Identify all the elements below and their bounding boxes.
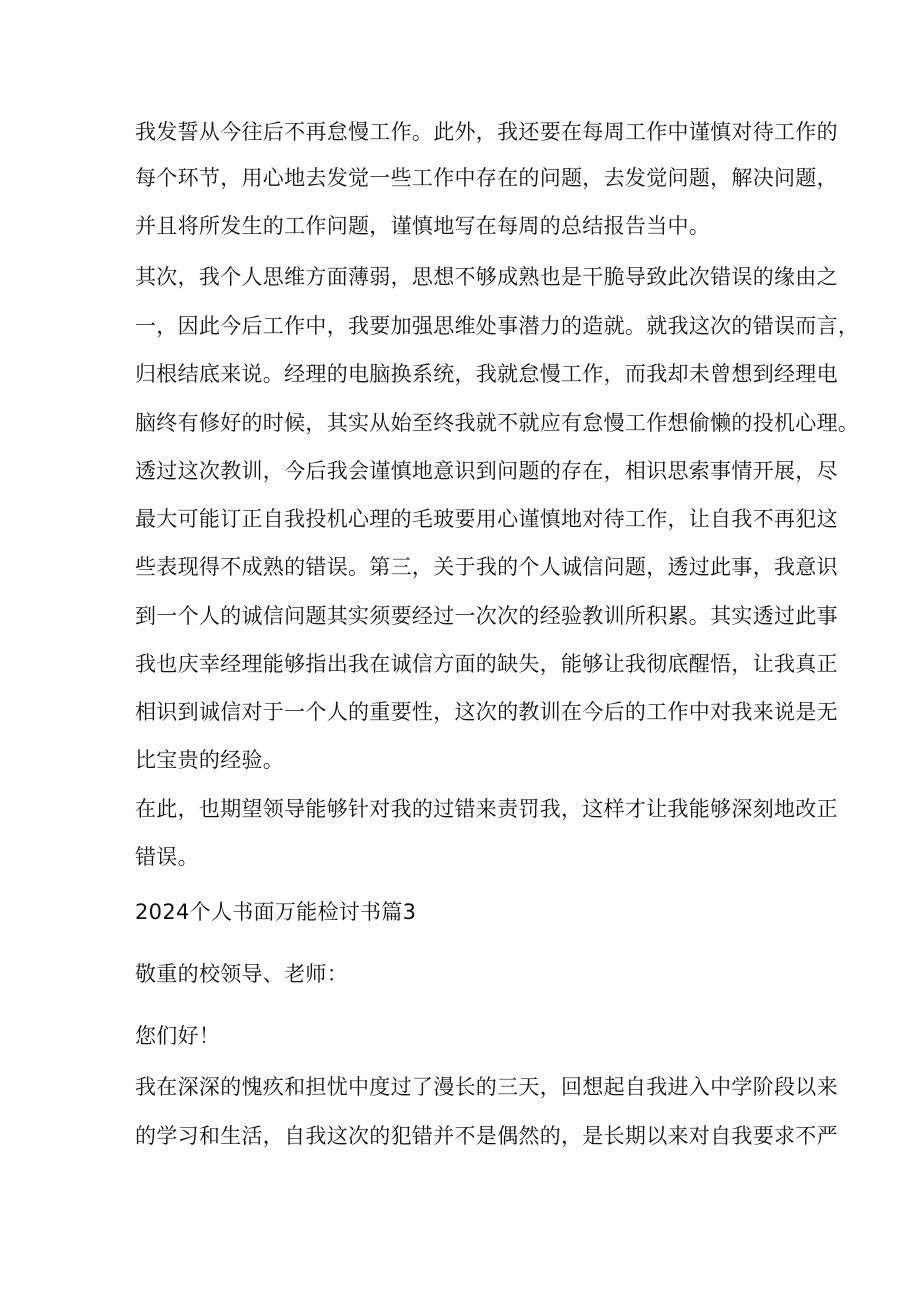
text-line: 错误。 bbox=[135, 845, 199, 869]
text-line: 最大可能订正自我投机心理的毛玻要用心谨慎地对待工作，让自我不再犯这 bbox=[135, 507, 838, 531]
text-line: 每个环节，用心地去发觉一些工作中存在的问题，去发觉问题，解决问题， bbox=[135, 166, 838, 190]
text-line: 透过这次教训，今后我会谨慎地意识到问题的存在，相识思索事情开展，尽 bbox=[135, 459, 838, 483]
text-line: 到一个人的诚信问题其实须要经过一次次的经验教训所积累。其实透过此事 bbox=[135, 604, 838, 628]
text-line: 我也庆幸经理能够指出我在诚信方面的缺失，能够让我彻底醒悟，让我真正 bbox=[135, 652, 838, 676]
section-heading: 2024个人书面万能检讨书篇3 bbox=[135, 900, 417, 924]
text-line: 在此，也期望领导能够针对我的过错来责罚我，这样才让我能够深刻地改正 bbox=[135, 797, 838, 821]
text-line: 些表现得不成熟的错误。第三，关于我的个人诚信问题，透过此事，我意识 bbox=[135, 555, 838, 579]
greeting: 您们好！ bbox=[135, 1024, 221, 1048]
text-line: 的学习和生活，自我这次的犯错并不是偶然的，是长期以来对自我要求不严 bbox=[135, 1124, 838, 1148]
text-line: 我发誓从今往后不再怠慢工作。此外，我还要在每周工作中谨慎对待工作的 bbox=[135, 120, 838, 144]
text-line: 相识到诚信对于一个人的重要性，这次的教训在今后的工作中对我来说是无 bbox=[135, 700, 838, 724]
text-line: 并且将所发生的工作问题，谨慎地写在每周的总结报告当中。 bbox=[135, 214, 711, 238]
text-line: 我在深深的愧疚和担忧中度过了漫长的三天，回想起自我进入中学阶段以来 bbox=[135, 1075, 838, 1099]
salutation: 敬重的校领导、老师： bbox=[135, 962, 348, 986]
text-line: 归根结底来说。经理的电脑换系统，我就怠慢工作，而我却未曾想到经理电 bbox=[135, 362, 838, 386]
text-line: 脑终有修好的时候，其实从始至终我就不就应有怠慢工作想偷懒的投机心理。 bbox=[135, 411, 860, 435]
text-line: 一，因此今后工作中，我要加强思维处事潜力的造就。就我这次的错误而言， bbox=[135, 314, 860, 338]
text-line: 其次，我个人思维方面薄弱，思想不够成熟也是干脆导致此次错误的缘由之 bbox=[135, 265, 838, 289]
text-line: 比宝贵的经验。 bbox=[135, 748, 285, 772]
